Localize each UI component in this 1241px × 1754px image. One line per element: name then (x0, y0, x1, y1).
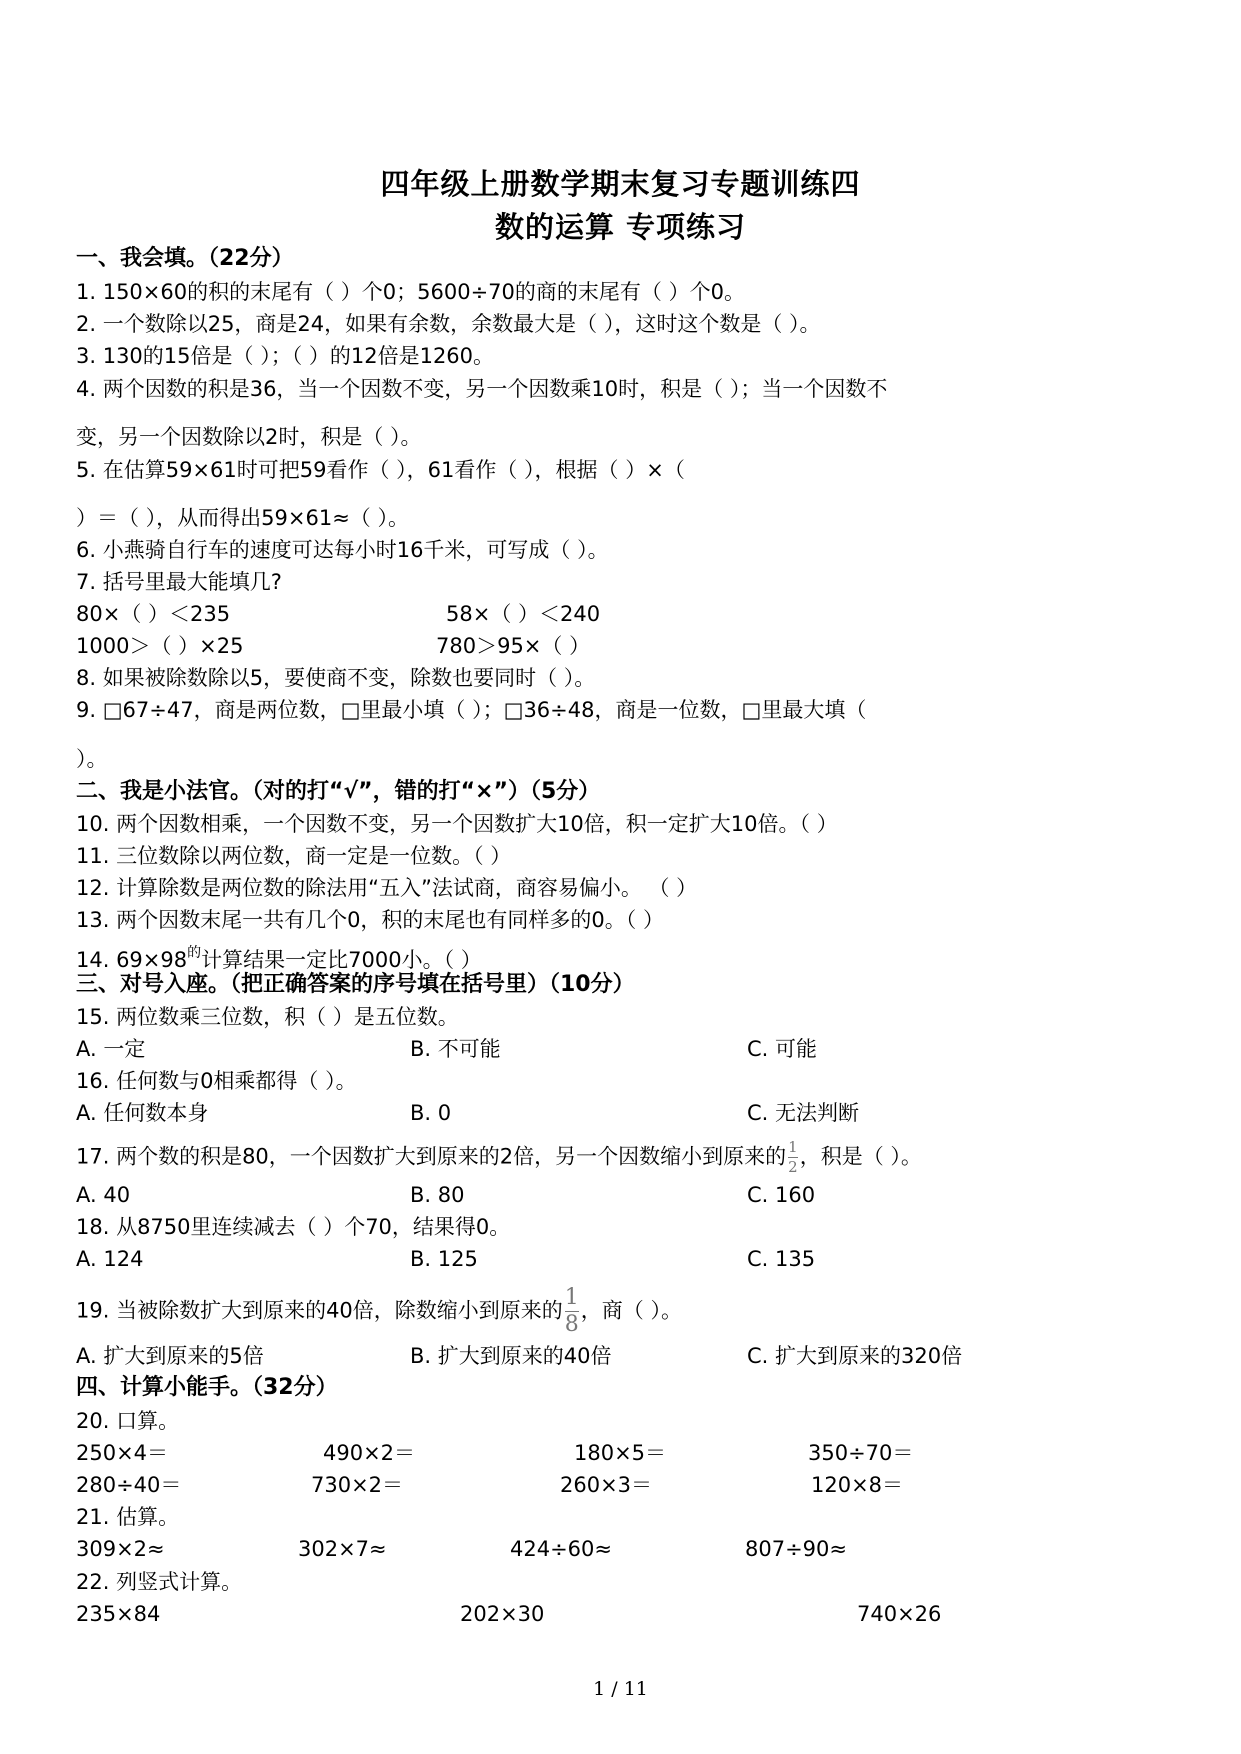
oral-calc-item: 730×2＝ (311, 1473, 404, 1497)
oral-calc-item: 120×8＝ (811, 1473, 904, 1497)
question-17-option-c: C. 160 (747, 1183, 816, 1207)
question-10: 10. 两个因数相乘，一个因数不变，另一个因数扩大10倍，积一定扩大10倍。（ ） (76, 812, 838, 836)
question-18-option-a: A. 124 (76, 1247, 144, 1271)
question-18-option-c: C. 135 (747, 1247, 816, 1271)
question-11: 11. 三位数除以两位数，商一定是一位数。（ ） (76, 844, 512, 868)
page-subtitle: 数的运算 专项练习 (494, 210, 747, 244)
question-1: 1. 150×60的积的末尾有（ ）个0；5600÷70的商的末尾有（ ）个0。 (76, 280, 745, 304)
question-19-option-c: C. 扩大到原来的320倍 (747, 1344, 963, 1368)
question-13: 13. 两个因数末尾一共有几个0，积的末尾也有同样多的0。（ ） (76, 908, 664, 932)
question-7: 7. 括号里最大能填几? (76, 570, 282, 594)
oral-calc-item: 180×5＝ (574, 1441, 667, 1465)
question-20: 20. 口算。 (76, 1409, 180, 1433)
question-4-line-2: 变，另一个因数除以2时，积是（ ）。 (76, 425, 422, 449)
question-16-option-c: C. 无法判断 (747, 1101, 860, 1125)
oral-calc-item: 490×2＝ (323, 1441, 416, 1465)
section-heading-4: 四、计算小能手。（32分） (76, 1375, 338, 1400)
oral-calc-item: 280÷40＝ (76, 1473, 182, 1497)
estimate-item: 302×7≈ (298, 1537, 387, 1561)
question-12: 12. 计算除数是两位数的除法用“五入”法试商，商容易偏小。 （ ） (76, 876, 698, 900)
question-7-item-c: 1000＞（ ）×25 (76, 634, 244, 658)
question-6: 6. 小燕骑自行车的速度可达每小时16千米，可写成（ ）。 (76, 538, 609, 562)
estimate-item: 424÷60≈ (510, 1537, 612, 1561)
section-heading-2: 二、我是小法官。（对的打“√”，错的打“×”）（5分） (76, 779, 601, 804)
question-17-option-b: B. 80 (410, 1183, 465, 1207)
fraction-denominator: 2 (788, 1158, 798, 1176)
question-17-text-a: 17. 两个数的积是80，一个因数扩大到原来的2倍，另一个因数缩小到原来的 (76, 1144, 787, 1169)
vertical-calc-item: 235×84 (76, 1602, 161, 1626)
question-7-item-a: 80×（ ）＜235 (76, 602, 231, 626)
question-15-option-c: C. 可能 (747, 1037, 818, 1061)
question-18-option-b: B. 125 (410, 1247, 478, 1271)
fraction-one-eighth (565, 1287, 579, 1336)
question-16-option-b: B. 0 (410, 1101, 452, 1125)
question-19-option-a: A. 扩大到原来的5倍 (76, 1344, 264, 1368)
question-8: 8. 如果被除数除以5，要使商不变，除数也要同时（ ）。 (76, 666, 596, 690)
question-7-item-d: 780＞95×（ ） (436, 634, 591, 658)
fraction-one-half (788, 1140, 798, 1175)
question-19-option-b: B. 扩大到原来的40倍 (410, 1344, 612, 1368)
oral-calc-item: 350÷70＝ (808, 1441, 914, 1465)
fraction-numerator: 1 (564, 1285, 579, 1310)
fraction-numerator: 1 (788, 1138, 798, 1156)
question-16: 16. 任何数与0相乘都得（ ）。 (76, 1069, 357, 1093)
question-17-text-b: ，积是（ ）。 (799, 1144, 922, 1169)
question-21: 21. 估算。 (76, 1505, 180, 1529)
question-15: 15. 两位数乘三位数，积（ ）是五位数。 (76, 1005, 459, 1029)
question-14-text-b: 计算结果一定比7000小。（ ） (201, 948, 482, 972)
question-19-text-a: 19. 当被除数扩大到原来的40倍，除数缩小到原来的 (76, 1298, 563, 1323)
question-7-item-b: 58×（ ）＜240 (446, 602, 601, 626)
question-5-line-1: 5. 在估算59×61时可把59看作（ ），61看作（ ），根据（ ）×（ (76, 458, 685, 482)
question-15-option-a: A. 一定 (76, 1037, 146, 1061)
estimate-item: 309×2≈ (76, 1537, 165, 1561)
section-heading-1: 一、我会填。（22分） (76, 246, 294, 271)
vertical-calc-item: 202×30 (460, 1602, 545, 1626)
oral-calc-item: 250×4＝ (76, 1441, 169, 1465)
section-heading-3: 三、对号入座。（把正确答案的序号填在括号里）（10分） (76, 972, 635, 997)
page-title: 四年级上册数学期末复习专题训练四 (380, 167, 861, 201)
oral-calc-item: 260×3＝ (560, 1473, 653, 1497)
question-14-text-a: 14. 69×98 (76, 948, 188, 972)
estimate-item: 807÷90≈ (745, 1537, 847, 1561)
page-number: 1 / 11 (593, 1678, 648, 1700)
question-9-line-2: ）。 (76, 747, 108, 771)
question-16-option-a: A. 任何数本身 (76, 1101, 209, 1125)
question-5-line-2: ）＝（ ），从而得出59×61≈（ ）。 (76, 506, 409, 530)
question-14-superscript: 的 (187, 945, 202, 961)
question-17-option-a: A. 40 (76, 1183, 131, 1207)
question-19 (76, 1287, 682, 1336)
question-22: 22. 列竖式计算。 (76, 1570, 243, 1594)
vertical-calc-item: 740×26 (857, 1602, 942, 1626)
question-15-option-b: B. 不可能 (410, 1037, 501, 1061)
question-17 (76, 1140, 922, 1175)
question-3: 3. 130的15倍是（ ）；（ ）的12倍是1260。 (76, 344, 495, 368)
question-2: 2. 一个数除以25，商是24，如果有余数，余数最大是（ ），这时这个数是（ ）。 (76, 312, 821, 336)
question-19-text-b: ，商（ ）。 (580, 1298, 682, 1323)
question-18: 18. 从8750里连续减去（ ）个70，结果得0。 (76, 1215, 511, 1239)
fraction-denominator: 8 (564, 1312, 579, 1337)
question-9-line-1: 9. □67÷47，商是两位数，□里最小填（ ）；□36÷48，商是一位数，□里最大填（ (76, 698, 867, 722)
question-4-line-1: 4. 两个因数的积是36，当一个因数不变，另一个因数乘10时，积是（ ）；当一个因数不 (76, 377, 888, 401)
